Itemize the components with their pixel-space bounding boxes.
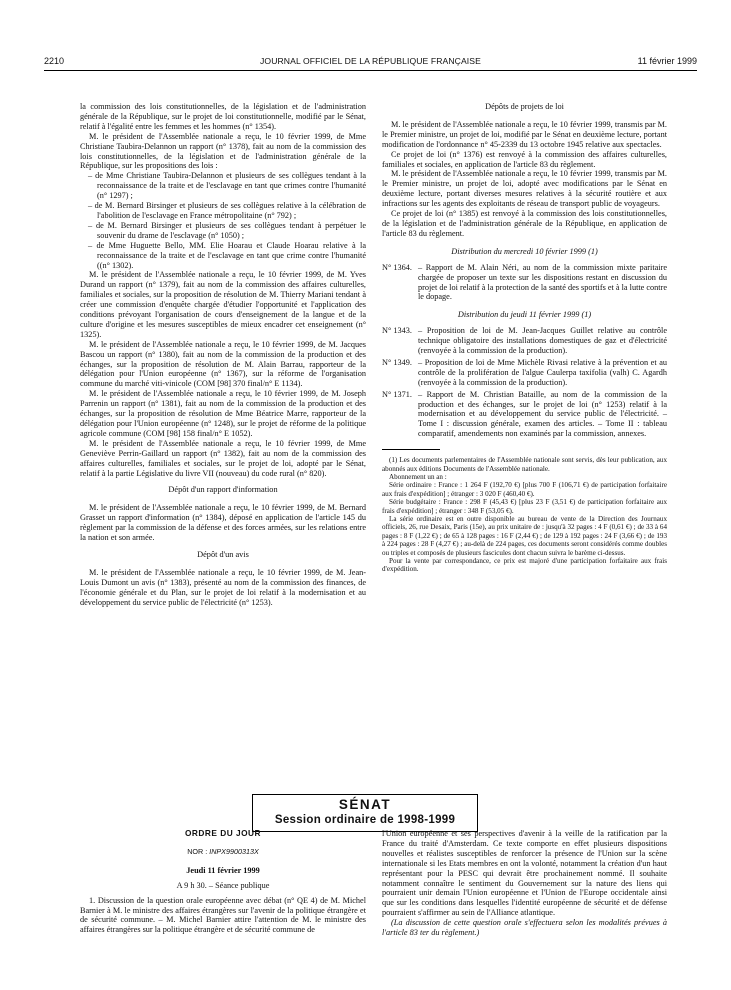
list-item: – de Mme Huguette Bello, MM. Elie Hoarau et Claude Hoarau relative à la reconnaissance de la traite et de l'esclavage en tant que crime contre l'humanité ((n° 1302). (88, 240, 366, 270)
left-column (80, 102, 366, 608)
paragraph: M. le président de l'Assemblée nationale a reçu, le 10 février 1999, de M. Yves Durand un rapport (n° 1379), fait au nom de la commission des affaires culturelles, familiales et sociales, sur la proposition de résolution de M. Thierry Mariani tendant à créer une commission d'enquête chargée d'étudier l'opportunité et l'application des conditions prévoyant l'organisation de cours d'enseignement de la langue et de la culture d'origine et les mesures susceptibles de mieux encadrer cet enseignement (n° 1325). (80, 270, 366, 339)
paragraph: l'Union européenne et ses perspectives d'avenir à la veille de la ratification par la France du traité d'Amsterdam. Ce texte comporte en effet plusieurs dispositions nouvelles et réalistes susceptibles de renforcer la présence de l'Union sur la scène internationale si les Etats membres en ont la volonté, notamment la création d'un haut représentant pour la PESC qui devrait être prochainement nommé. Il souhaite notamment connaître le sentiment du Gouvernement sur la nature des liens qui pourraient unir demain l'Union européenne et l'Union de l'Europe occidentale ainsi que sur les conditions dans lesquelles l'identité européenne de sécurité et de défense pourraient s'affirmer au sein de l'Alliance atlantique. (382, 829, 667, 918)
entry-text: – Rapport de M. Christian Bataille, au nom de la commission de la production et des échanges, sur le projet de loi (n° 1253) relatif à la modernisation et au développement du service public de l'électricité. – Tome I : discussion générale, examen des articles. – Tome II : tableau comparatif, amendements non examinés par la commission, annexes. (418, 389, 667, 439)
list-item: – de Mme Christiane Taubira-Delannon et plusieurs de ses collègues tendant à la reconnaissance de la traite et de l'esclavage en tant que crimes contre l'humanité (n° 1297) ; (88, 171, 366, 201)
footnotes (382, 456, 667, 574)
footnote: Abonnement un an : (389, 473, 447, 481)
list-item (382, 390, 667, 440)
entry-number: N° 1364. (382, 262, 412, 272)
issue-date: 11 février 1999 (637, 56, 697, 66)
list-item (382, 263, 667, 303)
page-header (44, 56, 697, 68)
session-title: Session ordinaire de 1998-1999 (274, 814, 456, 826)
entry-number: N° 1349. (382, 357, 412, 367)
agenda-left-column (80, 829, 366, 935)
distribution-heading: Distribution du jeudi 11 février 1999 (1) (457, 310, 592, 320)
header-rule (44, 70, 697, 71)
paragraph: M. le président de l'Assemblée nationale a reçu, le 10 février 1999, de M. Jacques Bascou un rapport (n° 1380), fait au nom de la commission de la production et des échanges, sur la proposition de résolution de M. Alain Barrau, rapporteur de la délégation pour l'Union européenne (n° 1367), sur la réforme de l'organisation commune du marché viti-vinicole (COM [98] 370 final/n° E 1134). (80, 339, 366, 389)
section-heading: Dépôt d'un rapport d'information (168, 485, 278, 495)
paragraph: Ce projet de loi (n° 1376) est renvoyé à la commission des affaires culturelles, familiales et sociales, en application de l'article 83 du règlement. (382, 149, 667, 169)
session-time: A 9 h 30. – Séance publique (176, 880, 270, 890)
paragraph: M. le président de l'Assemblée nationale a reçu, le 10 février 1999, de Mme Geneviève Perrin-Gaillard un rapport (n° 1382), fait au nom de la commission des affaires culturelles, familiales et sociales, sur le projet de loi, adopté par le Sénat, relatif à la partie Législative du livre VII (nouveau) du code rural (n° 820). (80, 438, 366, 478)
entry-number: N° 1371. (382, 389, 412, 399)
paragraph: M. le président de l'Assemblée nationale a reçu, le 10 février 1999, de M. Jean-Louis Dumont un avis (n° 1383), présenté au nom de la commission des finances, de l'économie générale et du Plan, sur le projet de loi relatif à la modernisation et au développement du service public de l'électricité (n° 1253). (80, 567, 366, 607)
footnote: Série budgétaire : France : 298 F (45,43 €) [plus 23 F (3,51 €) de participation forfaitaire aux frais d'expédition] ; étranger : 348 F (53,05 €). (382, 498, 667, 515)
list-item (382, 326, 667, 356)
paragraph: M. le président de l'Assemblée nationale a reçu, le 10 février 1999, de Mme Christiane Taubira-Delannon un rapport (n° 1378), fait au nom de la commission des lois constitutionnelles, de la législation et de l'administration générale de la République, sur les propositions des lois : (80, 131, 366, 171)
paragraph: Ce projet de loi (n° 1385) est renvoyé à la commission des lois constitutionnelles, de la législation et de l'administration générale de la République, en application de l'article 83 du règlement. (382, 209, 667, 238)
journal-title: JOURNAL OFFICIEL DE LA RÉPUBLIQUE FRANÇAISE (260, 56, 481, 66)
note: (La discussion de cette question orale s'effectuera selon les modalités prévues à l'article 83 ter du règlement.) (382, 918, 667, 938)
senat-title: SÉNAT (338, 797, 392, 812)
list-item: – de M. Bernard Birsinger et plusieurs de ses collègues tendant à perpétuer le souvenir du drame de l'esclavage (n° 1050) ; (88, 220, 366, 240)
footnote-separator (382, 449, 440, 450)
paragraph: 1. Discussion de la question orale européenne avec débat (n° QE 4) de M. Michel Barnier à M. le ministre des affaires étrangères sur l'avenir de la politique étrangère et de sécurité commune. – M. Michel Barnier attire l'attention de M. le ministre des affaires étrangères sur la politique étrangère et de sécurité commune de (80, 895, 366, 935)
paragraph: M. le président de l'Assemblée nationale a reçu, le 10 février 1999, de M. Bernard Grasset un rapport d'information (n° 1384), déposé en application de l'article 145 du règlement par la commission de la défense et des forces armées, sur les relations entre la nation et son armée. (80, 503, 366, 543)
nor-reference (80, 847, 366, 857)
right-column (382, 102, 667, 574)
nor-label: NOR : (187, 846, 208, 856)
nor-code: INPX9900313X (209, 846, 259, 856)
list-item (382, 358, 667, 388)
senat-banner (252, 794, 478, 832)
entry-text: – Rapport de M. Alain Néri, au nom de la commission mixte paritaire chargée de proposer un texte sur les dispositions restant en discussion du projet de loi relatif à la protection de la santé des sportifs et à la lutte contre le dopage. (418, 262, 667, 302)
list-item: – de M. Bernard Birsinger et plusieurs de ses collègues relative à la célébration de l'abolition de l'esclavage en France métropolitaine (n° 792) ; (88, 201, 366, 220)
section-heading: Dépôts de projets de loi (485, 102, 564, 111)
paragraph: M. le président de l'Assemblée nationale a reçu, le 10 février 1999, transmis par M. le Premier ministre, un projet de loi, modifié par le Sénat en deuxième lecture, portant modification de l'ordonnance n° 45-2339 du 13 octobre 1945 relative aux spectacles. (382, 119, 667, 149)
paragraph: M. le président de l'Assemblée nationale a reçu, le 10 février 1999, de M. Joseph Parrenin un rapport (n° 1381), fait au nom de la commission de la production et des échanges, sur la proposition de résolution de Mme Béatrice Marre, rapporteur de la délégation pour l'Union européenne (n° 1248), sur le projet de réforme de la politique agricole commune (COM [98] 158 final/n° E 1052). (80, 389, 366, 438)
entry-number: N° 1343. (382, 326, 412, 336)
agenda-title: ORDRE DU JOUR (184, 828, 262, 838)
agenda-right-column (382, 829, 667, 938)
agenda-date: Jeudi 11 février 1999 (186, 865, 260, 875)
footnote: La série ordinaire est en outre disponible au bureau de vente de la Direction des Journaux officiels, 26, rue Desaix, Paris (15e), au prix unitaire de : jusqu'à 32 pages : 4 F (0,61 €) ; de 33 à 64 pages : 8 F (1,22 €) ; de 65 à 128 pages : 16 F (2,44 €) ; de 129 à 192 pages : 24 F (3,66 €) ; de 193 à 224 pages : 28 F (4,27 €) ; au-delà de 224 pages, ces documents seront considérés comme doubles ou triples et composés de plusieurs fascicules dont chacun suivra le barème ci-dessus. (382, 515, 667, 557)
section-heading: Dépôt d'un avis (197, 549, 249, 559)
footnote: (1) Les documents parlementaires de l'Assemblée nationale sont servis, dès leur publication, aux abonnés aux éditions Documents de l'Assemblée nationale. (382, 456, 667, 473)
page-number: 2210 (44, 56, 65, 66)
entry-text: – Proposition de loi de M. Jean-Jacques Guillet relative au contrôle technique obligatoire des installations domestiques de gaz et d'électricité (renvoyée à la commission de la production). (418, 326, 667, 356)
distribution-heading: Distribution du mercredi 10 février 1999 (1) (451, 246, 598, 256)
footnote: Pour la vente par correspondance, ce prix est majoré d'une participation forfaitaire aux frais d'expédition. (382, 557, 667, 574)
paragraph: la commission des lois constitutionnelles, de la législation et de l'administration générale de la République, sur le projet de loi constitutionnelle, modifié par le Sénat, relatif à l'égalité entre les femmes et les hommes (n° 1354). (80, 102, 366, 131)
paragraph: M. le président de l'Assemblée nationale a reçu, le 10 février 1999, transmis par M. le Premier ministre, un projet de loi, adopté avec modifications par le Sénat en deuxième lecture, portant diverses mesures relatives à la sécurité routière et aux infractions sur les agents des exploitants de réseau de transport public de voyageurs. (382, 169, 667, 209)
footnote: Série ordinaire : France : 1 264 F (192,70 €) [plus 700 F (106,71 €) de participation forfaitaire aux frais d'expédition] ; étranger : 3 020 F (460,40 €). (382, 481, 667, 498)
entry-text: – Proposition de loi de Mme Michèle Rivasi relative à la prévention et au contrôle de la prolifération de l'algue Caulerpa taxifolia (valh) C. Agardh (renvoyée à la commission de la production). (418, 357, 667, 387)
